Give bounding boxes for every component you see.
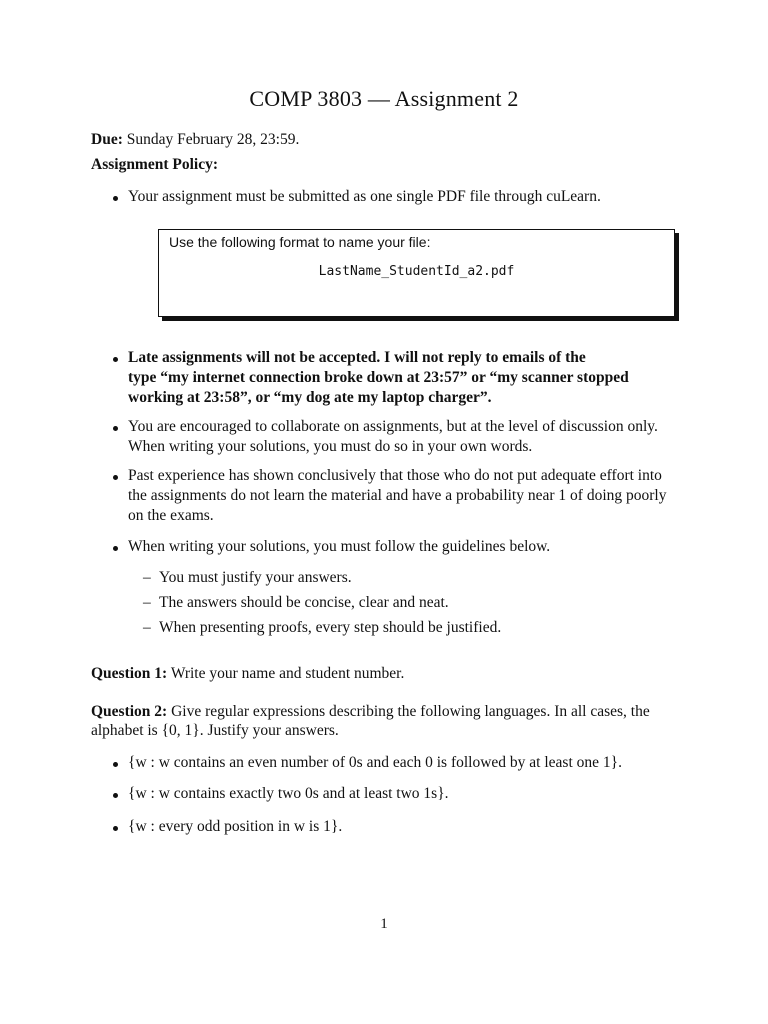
- question-2-text-cont: alphabet is {0, 1}. Justify your answers.: [91, 722, 339, 739]
- bullet-icon: [113, 754, 118, 774]
- filename-format-example: LastName_StudentId_a2.pdf: [318, 264, 515, 279]
- bullet-icon: [113, 538, 118, 558]
- policy-guidelines-intro: When writing your solutions, you must follow the guidelines below.: [128, 538, 551, 555]
- question-2-label: Question 2:: [91, 703, 168, 720]
- dash-icon: –: [143, 619, 151, 636]
- question-1: [91, 664, 404, 684]
- filename-format-label: Use the following format to name your file:: [169, 234, 431, 250]
- dash-icon: –: [143, 594, 151, 611]
- policy-late-line: working at 23:58”, or “my dog ate my laptop charger”.: [128, 389, 492, 406]
- guideline-item: The answers should be concise, clear and neat.: [159, 594, 449, 611]
- bullet-icon: [113, 418, 118, 438]
- bullet-icon: [113, 467, 118, 487]
- bullet-icon: [113, 349, 118, 369]
- guideline-item: You must justify your answers.: [159, 569, 352, 586]
- bullet-icon: [113, 188, 118, 208]
- policy-late-line: Late assignments will not be accepted. I will not reply to emails of the: [128, 349, 586, 366]
- question-2: [91, 702, 650, 722]
- guideline-item: When presenting proofs, every step should be justified.: [159, 619, 502, 636]
- question-2-item: {w : every odd position in w is 1}.: [128, 818, 343, 835]
- bullet-icon: [113, 818, 118, 838]
- policy-experience-line: on the exams.: [128, 507, 214, 524]
- question-2-item: {w : w contains an even number of 0s and each 0 is followed by at least one 1}.: [128, 754, 622, 771]
- policy-experience-line: Past experience has shown conclusively that those who do not put adequate effort into: [128, 467, 662, 484]
- policy-experience-line: the assignments do not learn the material and have a probability near 1 of doing poorly: [128, 487, 667, 504]
- policy-heading: Assignment Policy:: [91, 156, 219, 173]
- question-2-item: {w : w contains exactly two 0s and at least two 1s}.: [128, 785, 449, 802]
- due-value: Sunday February 28, 23:59.: [126, 131, 300, 148]
- policy-late-line: type “my internet connection broke down at 23:57” or “my scanner stopped: [128, 369, 629, 386]
- question-1-label: Question 1:: [91, 665, 168, 682]
- policy-submit: Your assignment must be submitted as one single PDF file through cuLearn.: [128, 188, 601, 205]
- question-1-text: Write your name and student number.: [170, 665, 405, 682]
- policy-collab-line: When writing your solutions, you must do so in your own words.: [128, 438, 533, 455]
- filename-format-box: [158, 229, 675, 317]
- question-2-text: Give regular expressions describing the following languages. In all cases, the: [171, 703, 650, 720]
- policy-collab-line: You are encouraged to collaborate on assignments, but at the level of discussion only.: [128, 418, 658, 435]
- document-title: COMP 3803 — Assignment 2: [249, 86, 519, 111]
- due-label: Due:: [91, 131, 123, 148]
- due-line: [91, 130, 299, 150]
- dash-icon: –: [143, 569, 151, 586]
- bullet-icon: [113, 785, 118, 805]
- page-number: 1: [380, 916, 388, 932]
